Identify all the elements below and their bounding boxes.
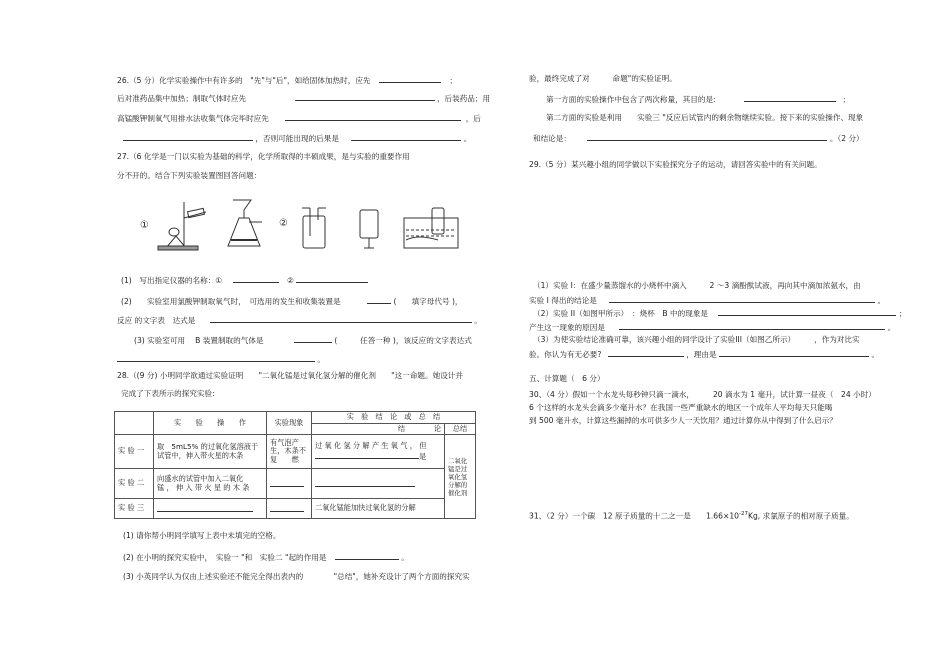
col-header-operation: 实 验 操 作: [154, 412, 267, 435]
answer-blank[interactable]: [608, 348, 684, 357]
answer-blank[interactable]: [315, 450, 419, 459]
cell-conclusion: 二氧化锰能加快过氧化氢的分解: [312, 499, 445, 519]
q29-s2c: 产生这一现象的原因是 。: [529, 323, 896, 332]
apparatus-a-heating-tube: [158, 202, 206, 250]
row-label: 实 验 三: [115, 499, 154, 519]
answer-blank[interactable]: [117, 353, 315, 362]
answer-blank[interactable]: [587, 132, 827, 141]
answer-blank[interactable]: [719, 348, 869, 357]
q29-title: 29.（5 分）某兴趣小组的同学做以下实验探究分子的运动，请回答实验中的有关问题。: [529, 160, 822, 169]
cont-line2: 第一方面的实验操作中包含了两次称量，其目的是: ；: [546, 95, 851, 104]
row-label: 实 验 二: [115, 469, 154, 499]
q26-line3: 高锰酸钾制氧气用排水法收集气体完毕时应先 ，后: [117, 114, 481, 123]
apparatus-e-water-trough: [404, 208, 458, 248]
q29-s3b: 验。你认为有无必要? ，理由是 。: [529, 350, 880, 359]
q29-s2a: （2）实验 II（如图甲所示） ：烧杯 B 中的现象是 ；: [533, 309, 907, 318]
q27-sub2c: 反应 的文字表 达式是 。: [117, 316, 482, 325]
q29-s1b: 实验 I 得出的结论是 。: [529, 296, 886, 305]
cell-operation: 向盛水的试管中加入二氧化 锰 ， 伸 入 带 火 星 的 木 条: [154, 469, 267, 499]
answer-blank[interactable]: [157, 503, 253, 512]
answer-blank[interactable]: [210, 314, 472, 323]
q26-line4: ，否则可能出现的后果是 。: [117, 132, 471, 143]
q28-note1: (1) 请你帮小明同学填写上表中未填完的空格。: [123, 531, 281, 540]
q29-s3a: （3）为使实验结论准确可靠，该兴趣小组的同学设计了实验III（如图乙所示） ，作为对比实: [533, 335, 860, 344]
q27-sub3: (3) 实验室可用 B 装置制取的气体是 ( 任答一种 )，该反应的文字表达式: [134, 336, 472, 345]
answer-blank[interactable]: [315, 478, 415, 487]
answer-blank[interactable]: [233, 274, 279, 283]
cell-phenomenon: [267, 469, 312, 499]
cell-phenomenon: 有气泡产 生，木条不 复 燃: [267, 435, 312, 469]
apparatus-c-gas-bottle: [302, 208, 326, 248]
cell-summary: 二氧化 锰是过 氧化氢 分解的 催化剂: [445, 435, 476, 519]
apparatus-figure: [138, 196, 468, 254]
q27-sub2: (2) 实验室用氯酸钾制取氧气时， 可选用的发生和收集装置是 ( 填字母代号 )，: [121, 297, 463, 306]
row-label: 实 验 一: [115, 435, 154, 469]
table-row: [115, 435, 476, 469]
experiment-table: [114, 411, 476, 519]
table-row: [115, 469, 476, 499]
answer-blank[interactable]: [379, 74, 441, 83]
q28-line2: 完成了下表所示的探究实验:: [121, 389, 215, 398]
cont-line1: 验，最终完成了对 命题"的实验证明。: [529, 74, 677, 83]
answer-blank[interactable]: [619, 321, 885, 330]
answer-blank[interactable]: [270, 478, 304, 487]
q30-line3: 到 500 毫升水，计算这些漏掉的水可供多少人一天饮用？通过计算你从中得到了什么启示？: [529, 416, 837, 425]
answer-blank[interactable]: [123, 132, 253, 141]
cell-conclusion: [312, 469, 445, 499]
cell-operation: [154, 499, 267, 519]
q28-note2: (2) 在小明的探究实验中， 实验一 "和 实验二 "起的作用是 。: [123, 553, 409, 562]
col-header-conclusion: 实 验 结 论 或 总 结: [312, 412, 476, 424]
answer-blank[interactable]: [351, 132, 461, 141]
answer-blank[interactable]: [718, 307, 896, 316]
cell-phenomenon: [267, 499, 312, 519]
q28-line1: 28.（(9 分) 小明同学欲通过实验证明 "二氧化锰是过氧化氢分解的催化剂 "这一命题。她设计并: [117, 371, 463, 380]
col-header-phenomenon: 实验现象: [267, 412, 312, 435]
cont-line3: 第二方面的实验是利用 实验三 "反应后试管内的剩余物继续实验。接下来的实验操作、现象: [546, 113, 864, 122]
answer-blank[interactable]: [296, 274, 368, 283]
q28-note3: (3) 小英同学认为仅由上述实验还不能完全得出表内的 "总结"，她补充设计了两个方面的探究实: [123, 572, 470, 581]
q27-sub1: (1) 写出指定仪器的名称：① ②: [121, 274, 368, 285]
q31: 31、（2 分）一个碳 12 原子质量的十二之一是 $1.66\times 10^{-27}Kg$, 求氯原子的相对原子质量。: [529, 511, 854, 521]
answer-blank[interactable]: [367, 295, 391, 304]
q26-line1: 26.（5 分）化学实验操作中有许多的 "先"与"后"，如给固体加热时，应先 ；: [117, 76, 457, 85]
answer-blank[interactable]: [609, 294, 875, 303]
cell-operation: 取 5mL5% 的过氧化氢溶液于 试管中，伸入带火星的木条: [154, 435, 267, 469]
answer-blank[interactable]: [295, 92, 435, 101]
section-5-title: 五、计算题（ 6 分）: [529, 374, 605, 383]
answer-blank[interactable]: [294, 334, 332, 343]
q30-line1: 30、（4 分）假如一个水龙头每秒钟只滴一滴水， 20 滴水为 1 毫升，试计算一昼夜（ 24 小时）: [529, 390, 876, 399]
q27-line2: 分不开的。结合下列实验装置图回答问题：: [117, 171, 262, 180]
cont-line4: 和结论是： 。（2 分）: [533, 134, 864, 143]
apparatus-b-flask-funnel: [228, 200, 262, 246]
q30-line2: 6 个这样的水龙头会滴多少毫升水？在我国一些严重缺水的地区一个成年人平均每天只能喝: [529, 403, 833, 412]
cell-conclusion: 过 氧 化 氢 分 解 产 生 氧 气 ， 但 是: [312, 435, 445, 469]
answer-blank[interactable]: [744, 93, 836, 102]
col-header-zongjie: 总结: [445, 423, 476, 435]
label-2: ②: [279, 218, 288, 229]
answer-blank[interactable]: [335, 551, 399, 560]
q27-line1: 27.（6 化学是一门以实验为基础的科学，化学所取得的丰硕成果，是与实验的重要作用: [117, 152, 410, 161]
q26-line2: 后对准药品集中加热；制取气体时应先 ，后装药品；用: [117, 94, 491, 103]
answer-blank[interactable]: [285, 112, 461, 121]
apparatus-d-inverted-bottle: [360, 210, 378, 248]
table-row: [115, 499, 476, 519]
col-header-jielun: 结 论: [312, 423, 445, 435]
label-1: ①: [140, 220, 149, 231]
q29-s1a: （1）实验 I：在盛少量蒸馏水的小烧杯中滴入 2 ～3 滴酚酞试液，再向其中滴加浓氨水，由: [533, 281, 861, 290]
answer-blank[interactable]: [270, 503, 304, 512]
q27-sub3c: 。: [117, 353, 325, 364]
